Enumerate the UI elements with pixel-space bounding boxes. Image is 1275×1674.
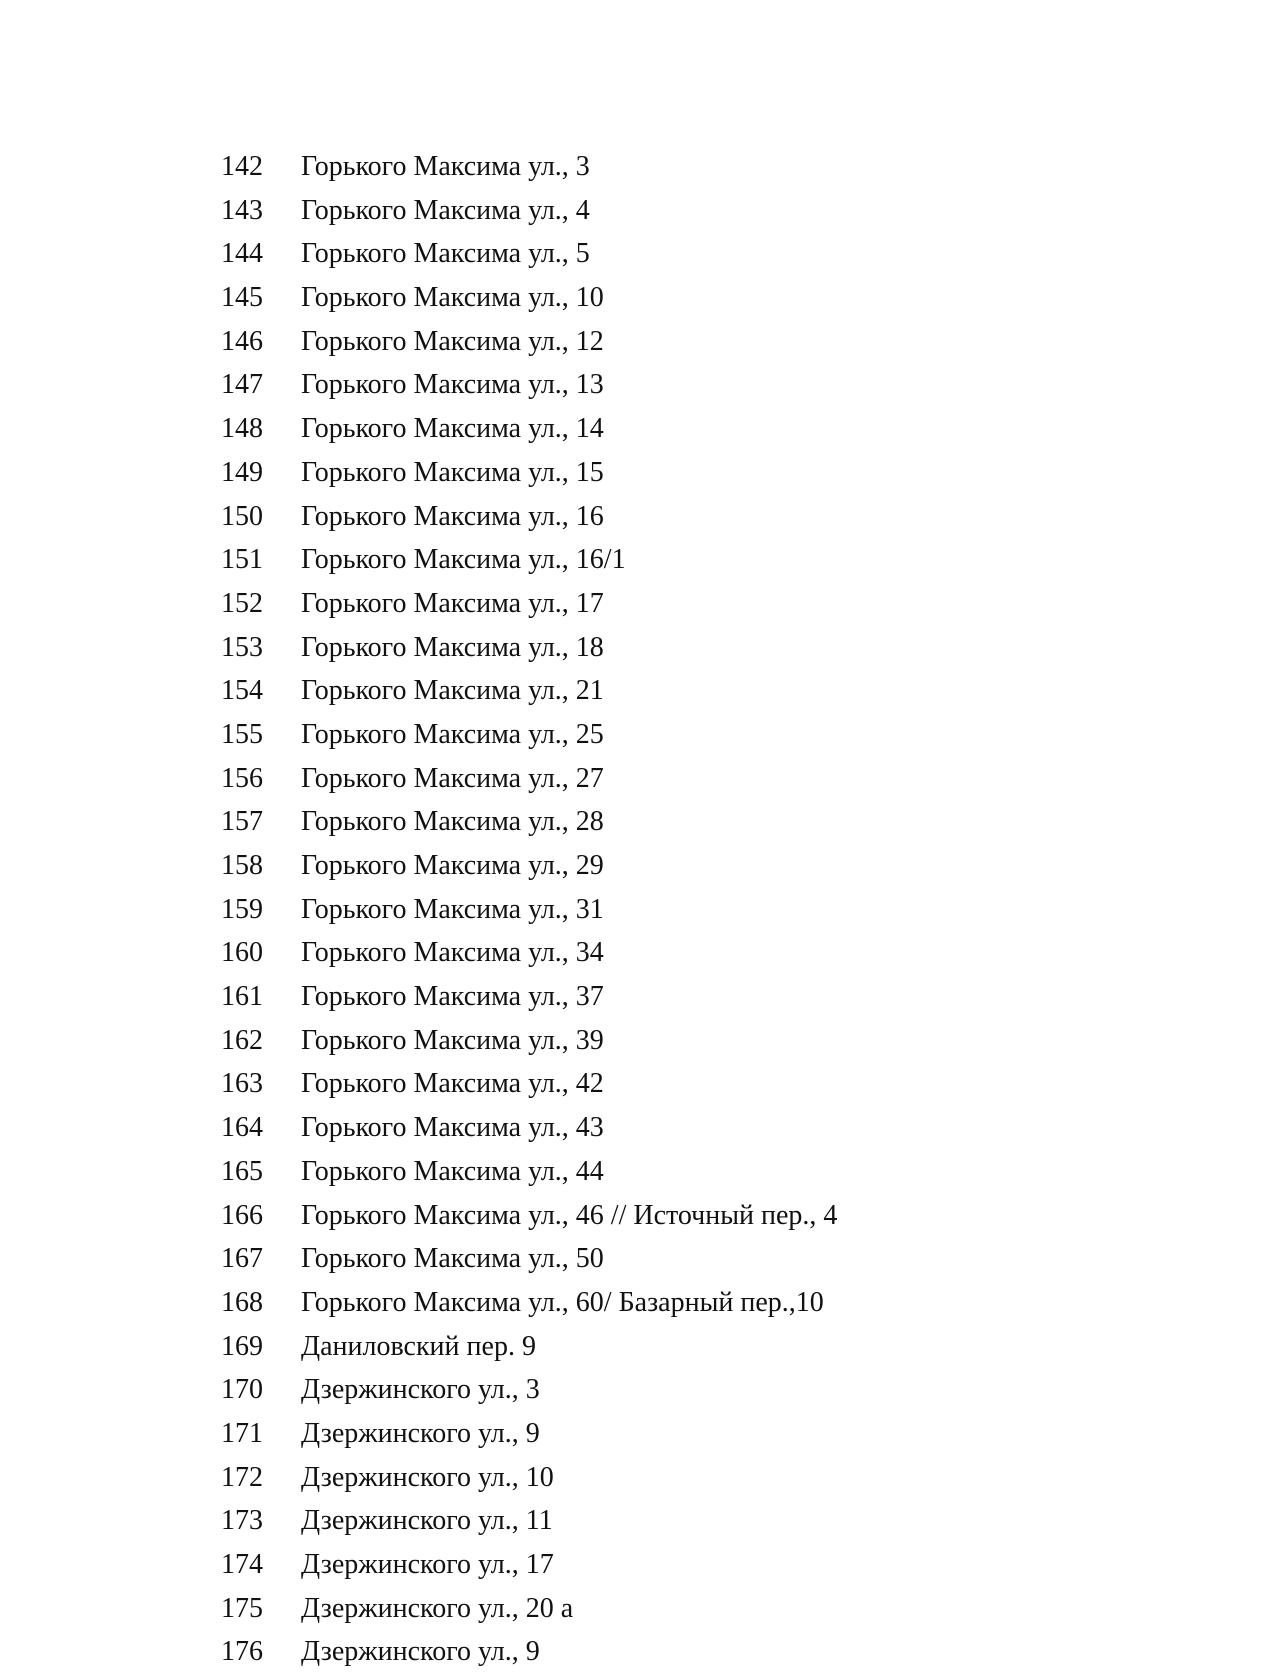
list-item bbox=[221, 757, 837, 801]
list-item bbox=[221, 975, 837, 1019]
list-item bbox=[221, 1281, 837, 1325]
row-number: 155 bbox=[221, 718, 263, 750]
row-address: Горького Максима ул., 4 bbox=[301, 194, 590, 226]
row-number: 172 bbox=[221, 1461, 263, 1493]
row-address: Горького Максима ул., 34 bbox=[301, 937, 604, 969]
list-item bbox=[221, 1499, 837, 1543]
row-address: Горького Максима ул., 60/ Базарный пер.,10 bbox=[301, 1286, 824, 1318]
row-number: 175 bbox=[221, 1592, 263, 1624]
list-item bbox=[221, 1368, 837, 1412]
row-number: 156 bbox=[221, 762, 263, 794]
list-item bbox=[221, 320, 837, 364]
row-address: Дзержинского ул., 11 bbox=[301, 1505, 553, 1537]
list-item bbox=[221, 582, 837, 626]
row-number: 159 bbox=[221, 893, 263, 925]
row-address: Дзержинского ул., 3 bbox=[301, 1374, 540, 1406]
row-number: 171 bbox=[221, 1417, 263, 1449]
list-item bbox=[221, 1194, 837, 1238]
row-number: 165 bbox=[221, 1155, 263, 1187]
row-address: Горького Максима ул., 16 bbox=[301, 500, 604, 532]
row-address: Горького Максима ул., 12 bbox=[301, 325, 604, 357]
row-address: Горького Максима ул., 13 bbox=[301, 369, 604, 401]
row-address: Горького Максима ул., 18 bbox=[301, 631, 604, 663]
row-number: 147 bbox=[221, 369, 263, 401]
row-address: Дзержинского ул., 9 bbox=[301, 1636, 540, 1668]
list-item bbox=[221, 1456, 837, 1500]
row-address: Горького Максима ул., 28 bbox=[301, 806, 604, 838]
row-number: 150 bbox=[221, 500, 263, 532]
list-item bbox=[221, 888, 837, 932]
list-item bbox=[221, 626, 837, 670]
list-item bbox=[221, 931, 837, 975]
row-address: Горького Максима ул., 5 bbox=[301, 238, 590, 270]
row-number: 170 bbox=[221, 1374, 263, 1406]
row-address: Горького Максима ул., 46 // Источный пер., 4 bbox=[301, 1199, 838, 1231]
row-address: Горького Максима ул., 16/1 bbox=[301, 544, 626, 576]
list-item bbox=[221, 1412, 837, 1456]
row-address: Горького Максима ул., 43 bbox=[301, 1112, 604, 1144]
list-item bbox=[221, 1237, 837, 1281]
row-address: Даниловский пер. 9 bbox=[301, 1330, 536, 1362]
row-number: 157 bbox=[221, 806, 263, 838]
list-item bbox=[221, 189, 837, 233]
row-number: 151 bbox=[221, 544, 263, 576]
list-item bbox=[221, 1587, 837, 1631]
row-number: 154 bbox=[221, 675, 263, 707]
row-number: 148 bbox=[221, 413, 263, 445]
row-address: Горького Максима ул., 42 bbox=[301, 1068, 604, 1100]
row-address: Горького Максима ул., 44 bbox=[301, 1155, 604, 1187]
row-number: 164 bbox=[221, 1112, 263, 1144]
list-item bbox=[221, 363, 837, 407]
row-address: Горького Максима ул., 21 bbox=[301, 675, 604, 707]
row-number: 158 bbox=[221, 850, 263, 881]
row-address: Горького Максима ул., 29 bbox=[301, 850, 604, 881]
list-item bbox=[221, 1543, 837, 1587]
list-item bbox=[221, 538, 837, 582]
row-number: 161 bbox=[221, 981, 263, 1013]
row-number: 142 bbox=[221, 151, 263, 182]
list-item bbox=[221, 407, 837, 451]
list-item bbox=[221, 800, 837, 844]
row-address: Горького Максима ул., 27 bbox=[301, 762, 604, 794]
list-item bbox=[221, 451, 837, 495]
row-address: Дзержинского ул., 17 bbox=[301, 1549, 554, 1580]
list-item bbox=[221, 669, 837, 713]
row-address: Горького Максима ул., 17 bbox=[301, 587, 604, 619]
row-address: Дзержинского ул., 10 bbox=[301, 1461, 554, 1493]
row-number: 153 bbox=[221, 631, 263, 663]
list-item bbox=[221, 145, 837, 189]
row-address: Горького Максима ул., 25 bbox=[301, 718, 604, 750]
row-number: 162 bbox=[221, 1024, 263, 1056]
list-item bbox=[221, 1325, 837, 1369]
row-address: Горького Максима ул., 14 bbox=[301, 413, 604, 445]
row-address: Горького Максима ул., 15 bbox=[301, 456, 604, 488]
row-number: 174 bbox=[221, 1549, 263, 1580]
row-number: 149 bbox=[221, 456, 263, 488]
list-item bbox=[221, 1630, 837, 1674]
row-address: Горького Максима ул., 37 bbox=[301, 981, 604, 1013]
list-item bbox=[221, 276, 837, 320]
row-address: Горького Максима ул., 31 bbox=[301, 893, 604, 925]
row-address: Горького Максима ул., 10 bbox=[301, 282, 604, 314]
row-number: 145 bbox=[221, 282, 263, 314]
row-address: Дзержинского ул., 20 а bbox=[301, 1592, 574, 1624]
row-address: Дзержинского ул., 9 bbox=[301, 1417, 540, 1449]
row-number: 160 bbox=[221, 937, 263, 969]
list-item bbox=[221, 1106, 837, 1150]
address-list bbox=[221, 145, 837, 1674]
list-item bbox=[221, 1150, 837, 1194]
row-address: Горького Максима ул., 3 bbox=[301, 151, 590, 182]
row-number: 176 bbox=[221, 1636, 263, 1668]
row-address: Горького Максима ул., 39 bbox=[301, 1024, 604, 1056]
list-item bbox=[221, 713, 837, 757]
list-item bbox=[221, 1062, 837, 1106]
row-number: 152 bbox=[221, 587, 263, 619]
row-number: 168 bbox=[221, 1286, 263, 1318]
row-number: 144 bbox=[221, 238, 263, 270]
row-address: Горького Максима ул., 50 bbox=[301, 1243, 604, 1275]
row-number: 166 bbox=[221, 1199, 263, 1231]
row-number: 169 bbox=[221, 1330, 263, 1362]
list-item bbox=[221, 495, 837, 539]
row-number: 167 bbox=[221, 1243, 263, 1275]
list-item bbox=[221, 232, 837, 276]
row-number: 173 bbox=[221, 1505, 263, 1537]
list-item bbox=[221, 1019, 837, 1063]
list-item bbox=[221, 844, 837, 888]
row-number: 163 bbox=[221, 1068, 263, 1100]
row-number: 146 bbox=[221, 325, 263, 357]
row-number: 143 bbox=[221, 194, 263, 226]
